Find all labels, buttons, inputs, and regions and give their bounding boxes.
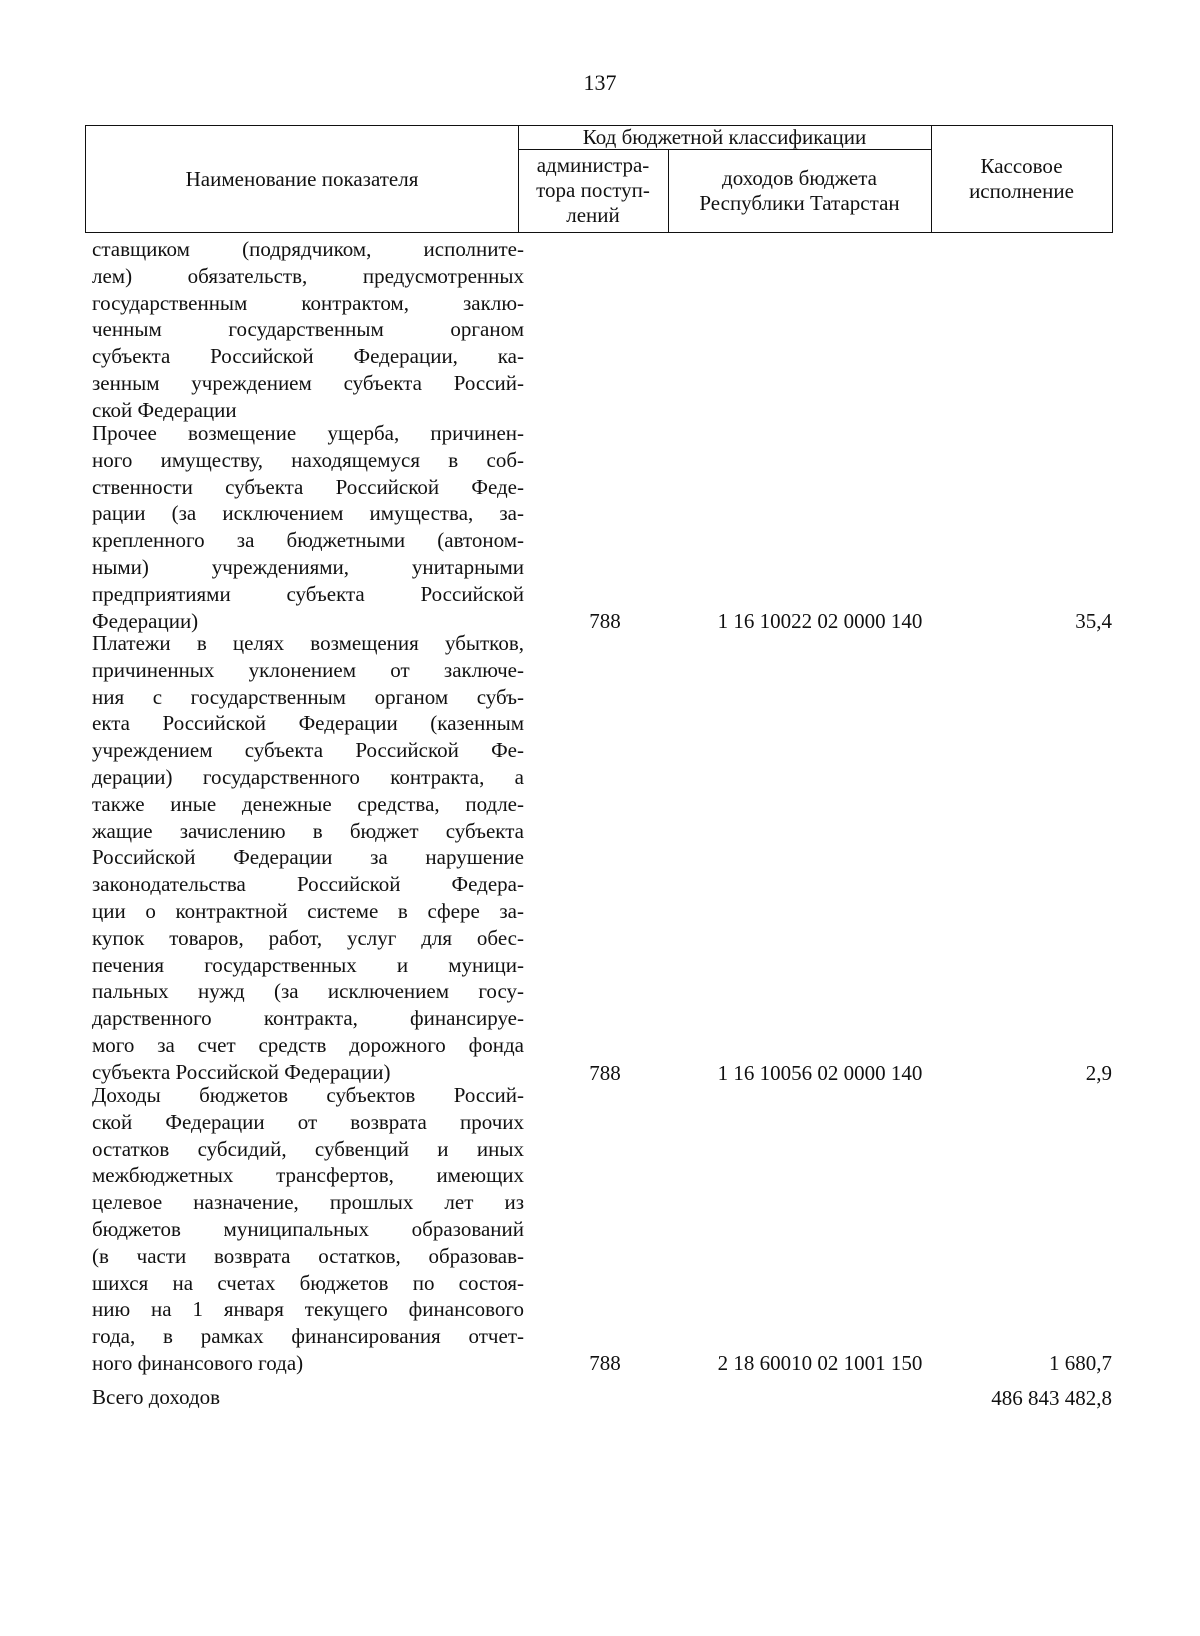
table-row-3-admin-code: 788 (589, 1351, 621, 1375)
table-row-2-name: Платежи в целях возмещения убытков, причиненных уклонением от заключе- ния с государственным органом субъ- екта Российской Федерации (казенным учреждением субъекта Российской Фе- дерации) государственного контракта, а также иные денежные средства, подле- жащие зачислению в бюджет субъекта Российской Федерации за нарушение законодательства Российской Федера- ции о контрактной системе в сфере за- купок товаров, работ, услуг для обес- печения государственных и муници- пальных нужд (за исключением госу- дарственного контракта, финансируе- мого за счет средств дорожного фонда субъекта Российской Федерации) (92, 631, 524, 1084)
table-row-1-income-code: 1 16 10022 02 0000 140 (717, 609, 923, 633)
table-row-0-name: ставщиком (подрядчиком, исполните- лем) обязательств, предусмотренных государственным контрактом, заклю- ченным государственным органом субъекта Российской Федерации, ка- зенным учреждением субъекта Россий- ской Федерации (92, 237, 524, 422)
table-row-2-amount: 2,9 (1085, 1061, 1112, 1085)
table-row-1-admin-code: 788 (589, 609, 621, 633)
table-header (85, 125, 1113, 233)
total-label: Всего доходов (92, 1385, 221, 1409)
table-row-1-amount: 35,4 (1075, 609, 1112, 633)
page-number: 137 (583, 70, 617, 95)
table-row-3-income-code: 2 18 60010 02 1001 150 (717, 1351, 923, 1375)
table-row-1-name: Прочее возмещение ущерба, причинен- ного имуществу, находящемуся в соб- ственности субъекта Российской Феде- рации (за исключением имущества, за- крепленного за бюджетными (автоном- ными) учреждениями, унитарными предприятиями субъекта Российской Федерации) (92, 421, 524, 633)
header-name-column: Наименование показателя (185, 166, 419, 191)
header-admin-column: администра- тора поступ- лений (536, 153, 650, 227)
header-code-group: Код бюджетной классификации (582, 125, 867, 149)
header-amount-column: Кассовое исполнение (969, 154, 1074, 203)
table-row-2-admin-code: 788 (589, 1061, 621, 1085)
total-amount: 486 843 482,8 (991, 1386, 1112, 1410)
table-row-3-name: Доходы бюджетов субъектов Россий- ской Федерации от возврата прочих остатков субсидий, субвенций и иных межбюджетных трансфертов, имеющих целевое назначение, прошлых лет из бюджетов муниципальных образований (в части возврата остатков, образовав- шихся на счетах бюджетов по состоя- нию на 1 января текущего финансового года, в рамках финансирования отчет- ного финансового года) (92, 1083, 524, 1375)
table-row-3-amount: 1 680,7 (1049, 1351, 1112, 1375)
header-income-column: доходов бюджета Республики Татарстан (699, 165, 900, 215)
table-row-2-income-code: 1 16 10056 02 0000 140 (717, 1061, 923, 1085)
